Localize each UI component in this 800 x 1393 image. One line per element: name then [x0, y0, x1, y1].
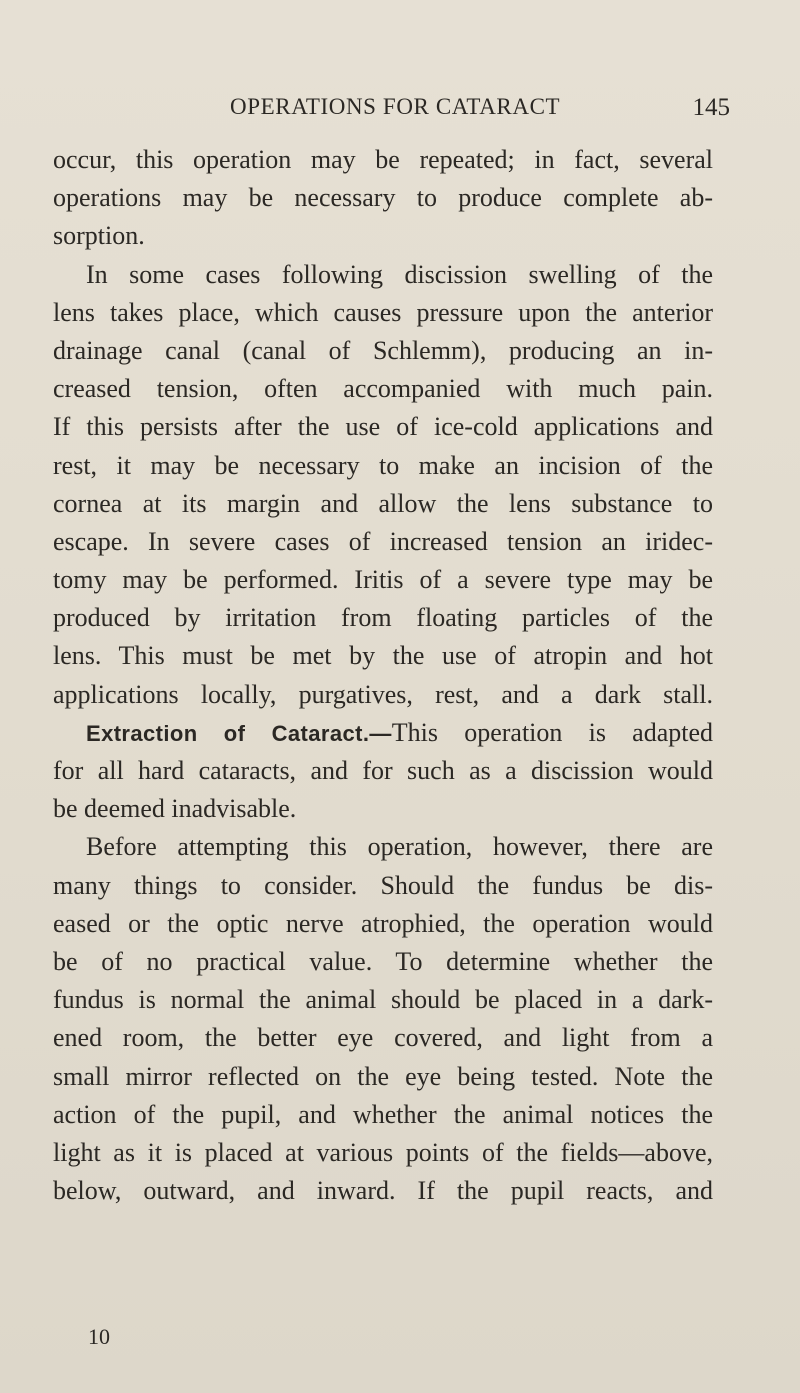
text-line: In some cases following discission swelling of the: [86, 259, 713, 289]
text-line: for all hard cataracts, and for such as a discission would: [53, 756, 713, 785]
text-line: many things to consider. Should the fundus be dis-: [53, 870, 713, 900]
section-heading: Extraction of Cataract.—: [86, 720, 392, 746]
signature-mark: 10: [88, 1324, 110, 1349]
text-line: fundus is normal the animal should be placed in a dark-: [53, 985, 713, 1015]
text-line: This operation is adapted: [391, 717, 713, 747]
text-line: drainage canal (canal of Schlemm), producing an in-: [53, 335, 713, 365]
text-line: small mirror reflected on the eye being tested. Note the: [53, 1061, 713, 1091]
text-line: occur, this operation may be repeated; in fact, several: [53, 145, 713, 174]
text-line: applications locally, purgatives, rest, and a dark stall.: [53, 679, 713, 709]
text-line: be deemed inadvisable.: [53, 794, 297, 824]
text-line: be of no practical value. To determine whether the: [53, 946, 713, 976]
text-line: produced by irritation from floating particles of the: [53, 603, 713, 633]
text-line: action of the pupil, and whether the animal notices the: [53, 1099, 713, 1129]
text-line: sorption.: [53, 221, 145, 251]
body-text: [53, 141, 713, 1210]
text-line: operations may be necessary to produce complete ab-: [53, 183, 713, 213]
text-line: eased or the optic nerve atrophied, the operation would: [53, 908, 713, 938]
text-line: Before attempting this operation, however, there are: [86, 832, 713, 862]
text-line: lens takes place, which causes pressure upon the anterior: [53, 297, 713, 327]
text-line: light as it is placed at various points of the fields—above,: [53, 1137, 713, 1167]
text-line: creased tension, often accompanied with much pain.: [53, 374, 713, 404]
text-line: escape. In severe cases of increased tension an iridec-: [53, 526, 713, 556]
text-line: below, outward, and inward. If the pupil reacts, and: [53, 1176, 713, 1206]
section-heading-line: [53, 714, 713, 752]
text-line: rest, it may be necessary to make an incision of the: [53, 450, 713, 480]
text-line: cornea at its margin and allow the lens substance to: [53, 488, 713, 518]
page-number: 145: [692, 94, 730, 121]
text-line: tomy may be performed. Iritis of a severe type may be: [53, 565, 713, 595]
text-line: If this persists after the use of ice-cold applications and: [53, 412, 713, 442]
text-line: ened room, the better eye covered, and light from a: [53, 1023, 713, 1053]
running-title: OPERATIONS FOR CATARACT: [230, 94, 561, 119]
running-head: [230, 94, 730, 128]
text-line: lens. This must be met by the use of atropin and hot: [53, 641, 713, 671]
